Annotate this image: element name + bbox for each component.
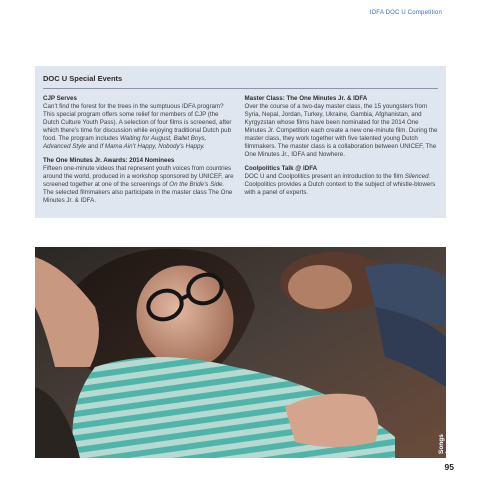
section-body [245, 173, 438, 197]
special-events-box [35, 66, 446, 218]
film-still-photo [35, 247, 459, 458]
section-heading: The One Minutes Jr. Awards: 2014 Nominees [43, 157, 175, 164]
italic-title: Silenced. [404, 173, 431, 180]
left-column [43, 95, 235, 211]
italic-title: If Mama Ain’t Happy, Nobody’s Happy. [99, 143, 205, 150]
body-text: Coolpolitics provides a Dutch context to the subject of whistle-blowers with a panel of experts. [244, 181, 436, 196]
section-heading: Coolpolitics Talk @ IDFA [244, 165, 318, 172]
section-body [43, 103, 235, 151]
right-column [245, 95, 438, 211]
body-text: Can’t find the forest for the trees in the sumptuous IDFA program? This special program offers some relief for members of CJP (the Dutch Culture Youth Pass). A selection of four films is screened, after which there’s time for discussion while enjoying traditional Dutch pub food. The program includes [43, 103, 232, 142]
body-text: and [86, 143, 100, 150]
section-heading: Master Class: The One Minutes Jr. & IDFA [244, 95, 368, 102]
page-number: 95 [444, 462, 454, 472]
body-text: DOC U and Coolpolitics present an introduction to the film [244, 173, 405, 180]
running-head: IDFA DOC U Competition [369, 10, 442, 16]
photo-caption: Songs for Alexis [438, 434, 459, 454]
italic-title: On the Bride’s Side. [169, 181, 225, 188]
italic-title: Waiting for August, Ballet Boys, Advanced Style [43, 135, 207, 150]
body-text: Over the course of a two-day master class, the 15 youngsters from Syria, Nepal, Jordan, Turkey, Ukraine, Gambia, Afghanistan, and Kyrgyzstan whose films have been nominated for the 2014 One Minutes Jr. Competition each create a new one-minute film. During the master class, they work together with five talented young Dutch filmmakers. The master class is a collaboration between UNICEF, The One Minutes Jr., IDFA and Nowhere. [244, 103, 438, 158]
body-text: Fifteen one-minute videos that represent youth voices from countries around the world, produced in a workshop sponsored by UNICEF, are screened together at one of the screenings of [43, 165, 234, 188]
film-still-illustration [35, 247, 446, 458]
section-heading: CJP Serves [43, 95, 77, 102]
box-title: DOC U Special Events [43, 74, 438, 89]
section-body [245, 103, 438, 159]
body-text: The selected filmmakers also participate in the master class The One Minutes Jr. & IDFA. [43, 189, 233, 204]
section-body [43, 165, 235, 205]
